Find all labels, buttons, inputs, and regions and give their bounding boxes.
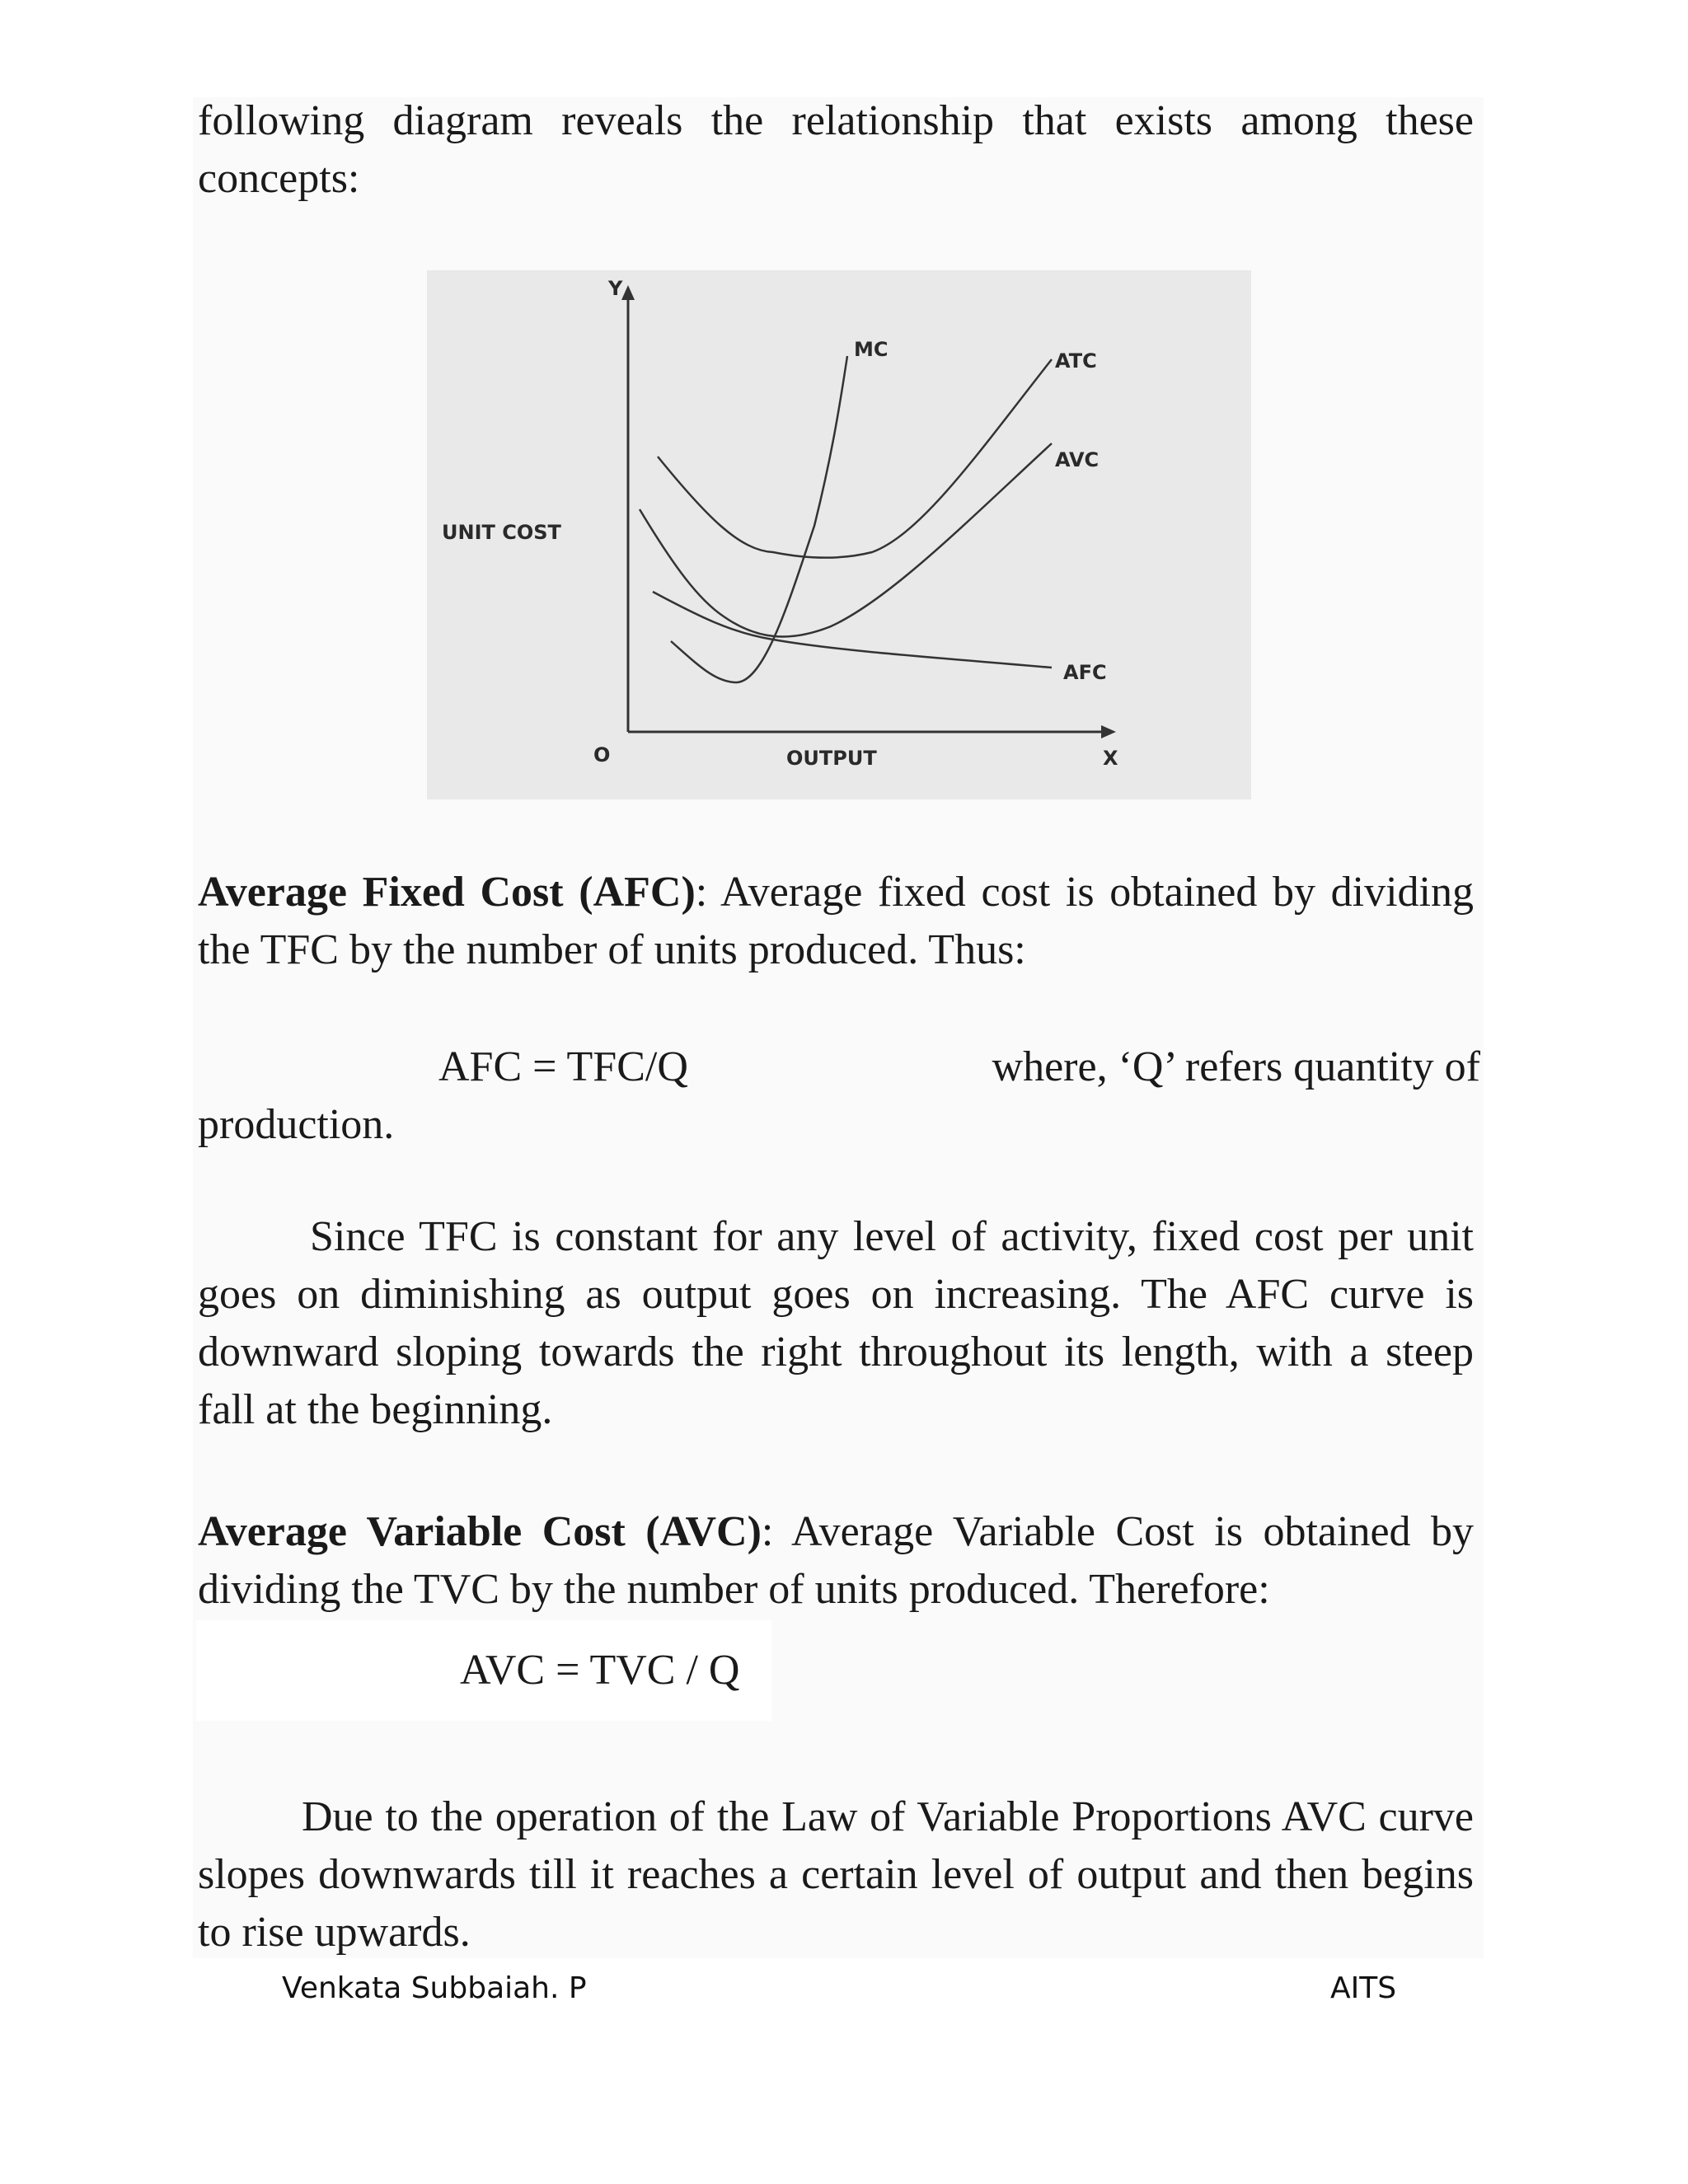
atc-label: ATC <box>1055 349 1097 373</box>
origin-label: O <box>593 743 611 766</box>
afc-term: Average Fixed Cost (AFC) <box>198 869 696 916</box>
afc-definition: : Average fixed cost is obtained by dividing the TFC by the number of units produced. Thus: <box>198 869 1474 973</box>
x-axis-label: OUTPUT <box>786 747 877 770</box>
avc-curve <box>640 443 1052 637</box>
cost-curves-svg <box>427 270 1251 799</box>
afc-definition-paragraph <box>198 864 1474 979</box>
avc-explanation-paragraph: Due to the operation of the Law of Variable Proportions AVC curve slopes downwards till it reaches a certain level of output and then begins to rise upwards. <box>198 1793 1474 1956</box>
y-axis-letter: Y <box>608 277 623 300</box>
footer-institution: AITS <box>1330 1971 1397 2005</box>
avc-term: Average Variable Cost (AVC) <box>198 1508 762 1555</box>
avc-formula: AVC = TVC / Q <box>460 1647 740 1694</box>
intro-paragraph: following diagram reveals the relationship that exists among these concepts: <box>198 97 1474 202</box>
atc-curve <box>658 359 1052 558</box>
x-axis-arrow <box>1101 725 1116 738</box>
footer-author: Venkata Subbaiah. P <box>282 1971 587 2005</box>
afc-formula-note: where, ‘Q’ refers quantity of <box>992 1043 1480 1090</box>
avc-label: AVC <box>1055 448 1100 471</box>
y-axis-arrow <box>621 285 635 300</box>
afc-formula: AFC = TFC/Q <box>438 1043 688 1090</box>
cost-curves-diagram <box>427 270 1251 799</box>
afc-curve <box>653 592 1052 668</box>
x-axis-letter: X <box>1103 747 1118 770</box>
avc-definition: : Average Variable Cost is obtained by dividing the TVC by the number of units produced. Therefore: <box>198 1508 1474 1613</box>
afc-label: AFC <box>1063 661 1107 684</box>
mc-label: MC <box>854 338 889 361</box>
y-axis-label: UNIT COST <box>442 521 561 544</box>
avc-definition-paragraph <box>198 1503 1474 1619</box>
afc-explanation-paragraph: Since TFC is constant for any level of activity, fixed cost per unit goes on diminishing as output goes on increasing. The AFC curve is downward sloping towards the right throughout its length, with a steep fall at the beginning. <box>198 1213 1474 1433</box>
afc-formula-note-cont: production. <box>198 1101 395 1148</box>
